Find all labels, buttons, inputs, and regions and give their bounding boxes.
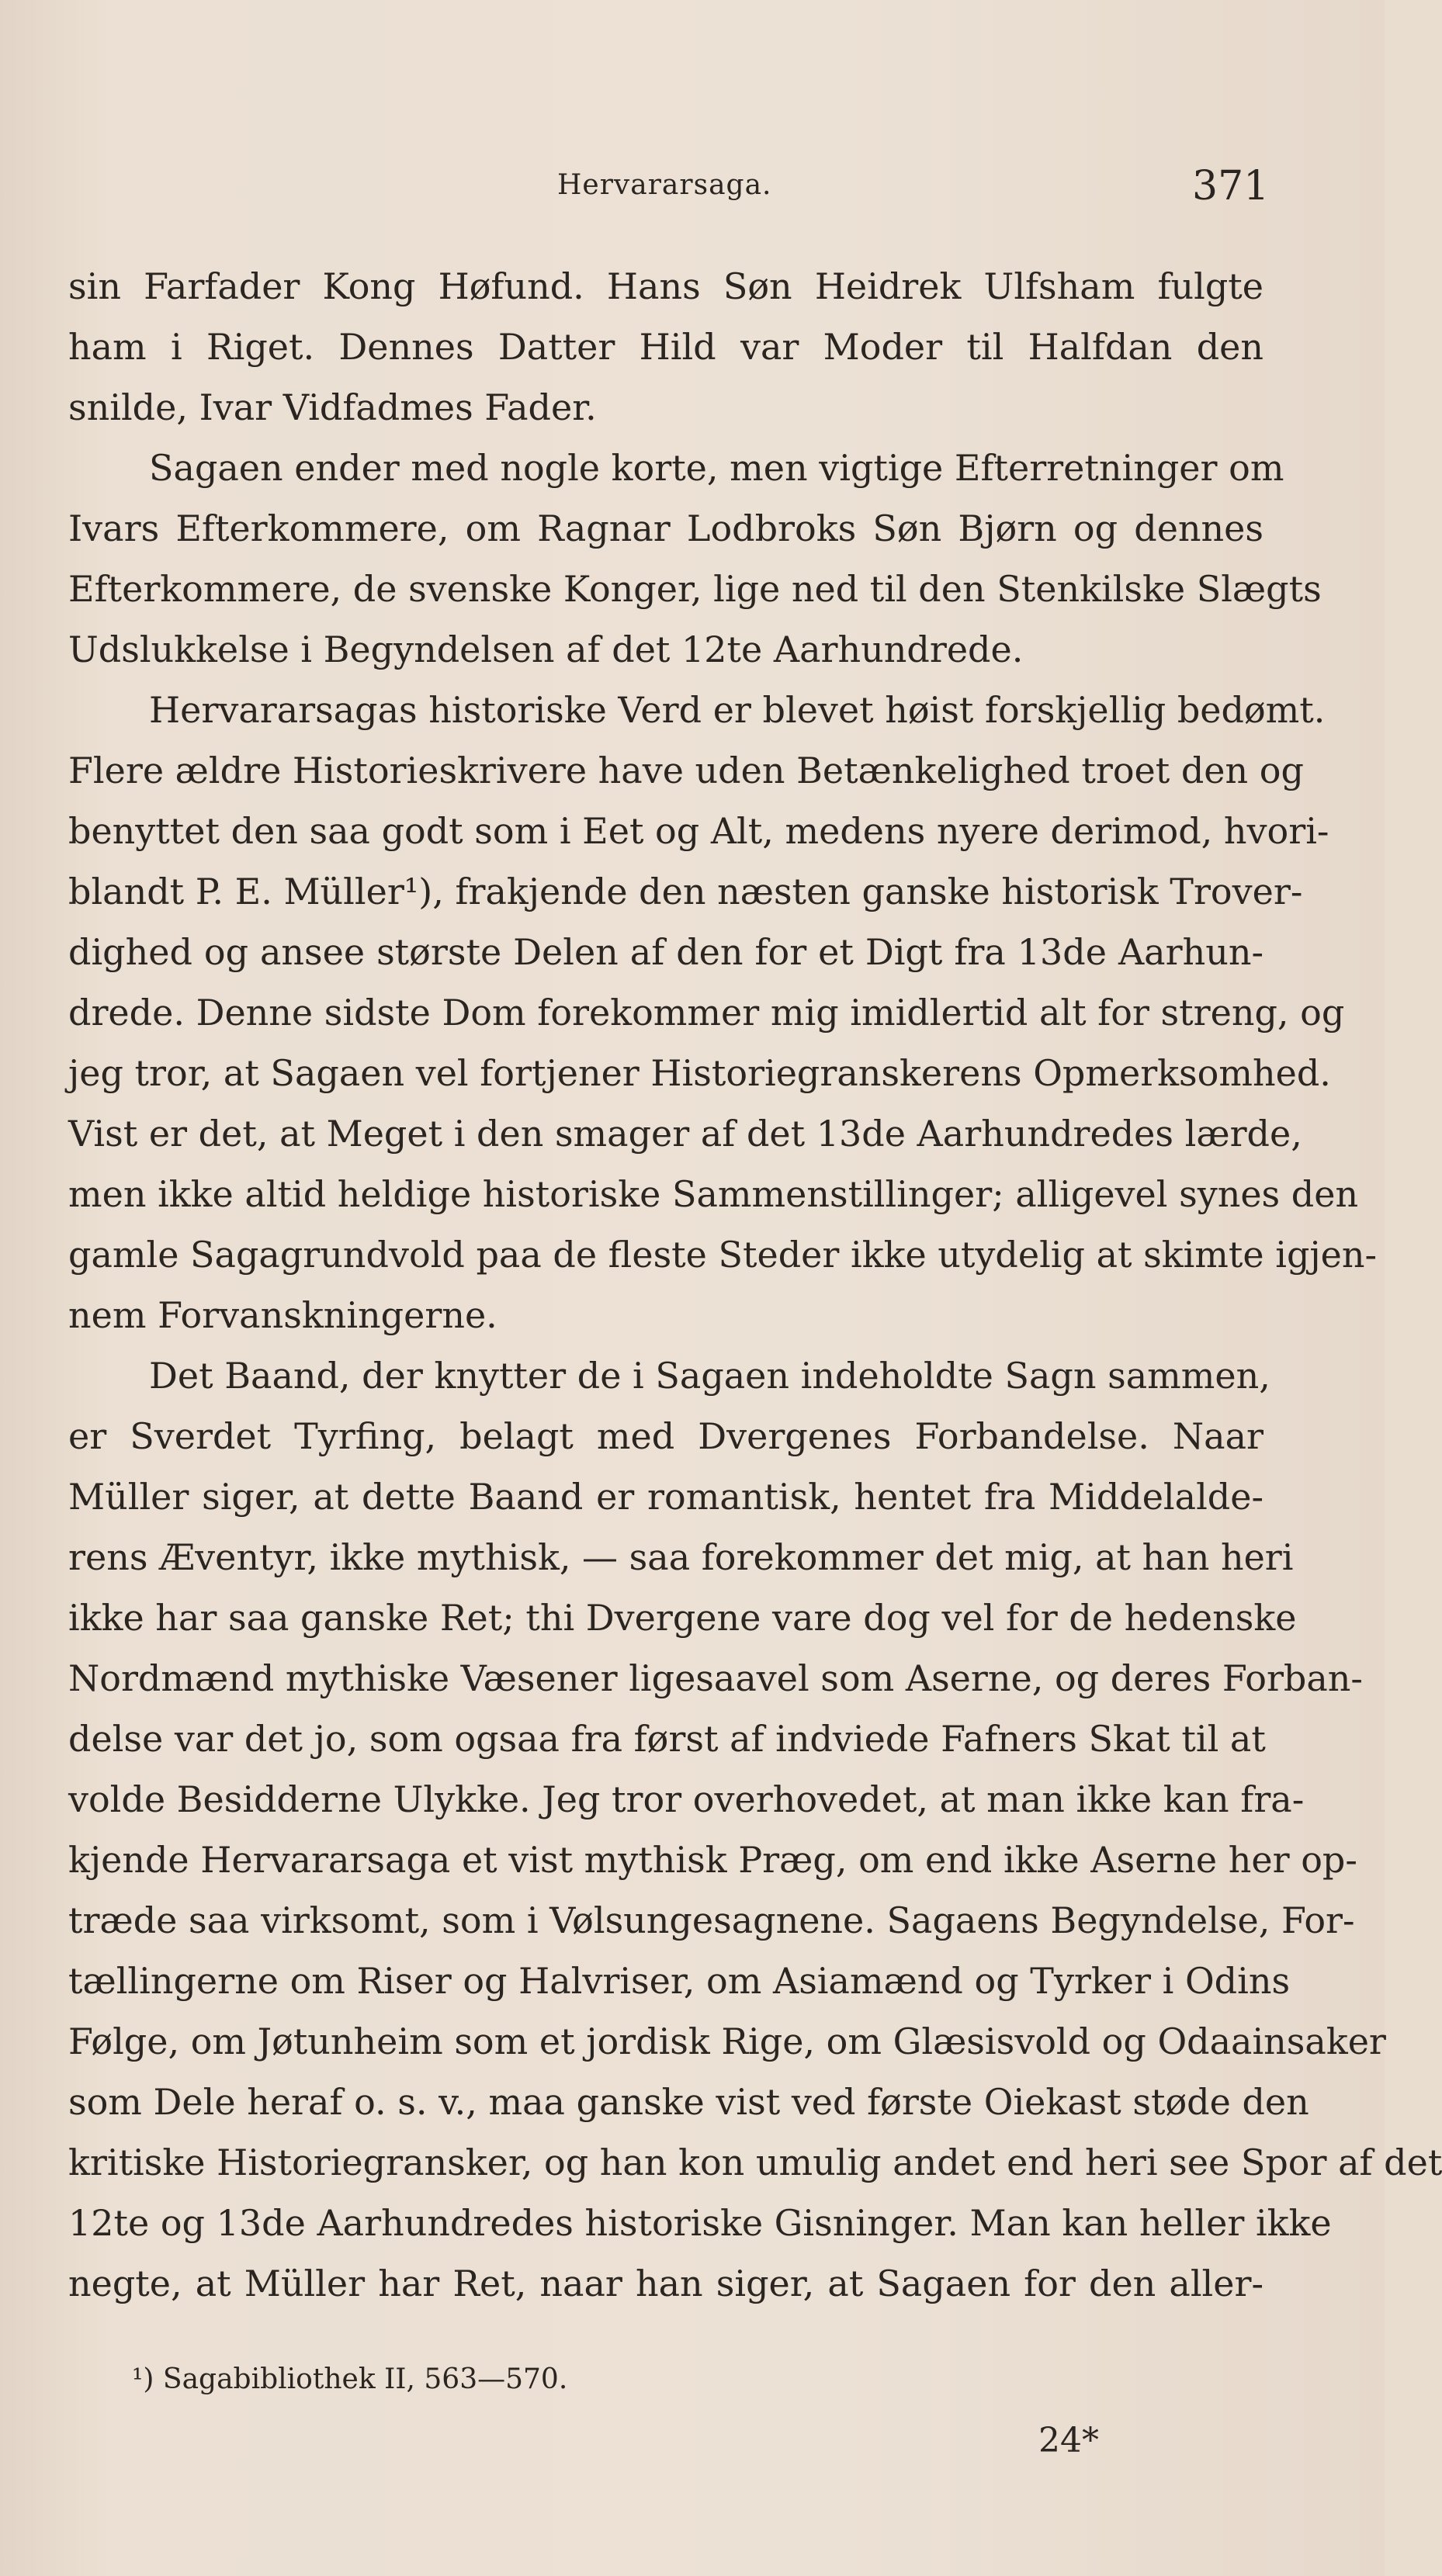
text-line: rens Æventyr, ikke mythisk, — saa forekommer det mig, at han heri [68, 1536, 1294, 1578]
text-line: negte, at Müller har Ret, naar han siger, at Sagaen for den aller- [68, 2263, 1263, 2304]
text-line: træde saa virksomt, som i Vølsungesagnene. Sagaens Begyndelse, For- [68, 1899, 1355, 1941]
text-line: snilde, Ivar Vidfadmes Fader. [68, 386, 597, 428]
text-line: men ikke altid heldige historiske Sammenstillinger; alligevel synes den [68, 1173, 1359, 1215]
text-line: er Sverdet Tyrfing, belagt med Dvergenes Forbandelse. Naar [68, 1415, 1263, 1457]
footnote: ¹) Sagabibliothek II, 563—570. [132, 2363, 568, 2395]
text-line: jeg tror, at Sagaen vel fortjener Historiegranskerens Opmerksomhed. [68, 1052, 1331, 1094]
text-line: Udslukkelse i Begyndelsen af det 12te Aarhundrede. [68, 628, 1024, 670]
text-line: sin Farfader Kong Høfund. Hans Søn Heidrek Ulfsham fulgte [68, 265, 1263, 307]
text-line: kjende Hervararsaga et vist mythisk Præg, om end ikke Aserne her op- [68, 1839, 1357, 1881]
text-line: benyttet den saa godt som i Eet og Alt, medens nyere derimod, hvori- [68, 810, 1329, 852]
running-title: Hervararsaga. [557, 169, 772, 201]
text-line: Efterkommere, de svenske Konger, lige ned til den Stenkilske Slægts [68, 568, 1322, 610]
text-line: gamle Sagagrundvold paa de fleste Steder ikke utydelig at skimte igjen- [68, 1234, 1378, 1276]
text-line: Sagaen ender med nogle korte, men vigtige Efterretninger om [149, 447, 1284, 489]
text-line: volde Besidderne Ulykke. Jeg tror overhovedet, at man ikke kan fra- [68, 1778, 1305, 1820]
text-line: tællingerne om Riser og Halvriser, om Asiamænd og Tyrker i Odins [68, 1960, 1291, 2002]
body-text [68, 256, 1442, 2314]
text-line: Følge, om Jøtunheim som et jordisk Rige, om Glæsisvold og Odaainsaker [68, 2020, 1386, 2062]
text-line: Det Baand, der knytter de i Sagaen indeholdte Sagn sammen, [149, 1355, 1270, 1397]
text-line: Müller siger, at dette Baand er romantisk, hentet fra Middelalde- [68, 1476, 1263, 1518]
text-line: nem Forvanskningerne. [68, 1294, 497, 1336]
text-line: kritiske Historiegransker, og han kon umulig andet end heri see Spor af det [68, 2141, 1442, 2183]
text-line: 12te og 13de Aarhundredes historiske Gisninger. Man kan heller ikke [68, 2202, 1332, 2244]
text-line: drede. Denne sidste Dom forekommer mig imidlertid alt for streng, og [68, 992, 1345, 1034]
text-line: Ivars Efterkommere, om Ragnar Lodbroks Søn Bjørn og dennes [68, 507, 1263, 549]
text-line: Flere ældre Historieskrivere have uden Betænkelighed troet den og [68, 750, 1304, 791]
page-number: 371 [1192, 163, 1270, 209]
text-line: Nordmænd mythiske Væsener ligesaavel som Aserne, og deres Forban- [68, 1657, 1363, 1699]
text-line: blandt P. E. Müller¹), frakjende den næsten ganske historisk Trover- [68, 871, 1303, 912]
text-line: dighed og ansee største Delen af den for et Digt fra 13de Aarhun- [68, 931, 1263, 973]
text-line: Vist er det, at Meget i den smager af det 13de Aarhundredes lærde, [68, 1113, 1302, 1155]
text-line: ikke har saa ganske Ret; thi Dvergene vare dog vel for de hedenske [68, 1597, 1297, 1639]
text-line: ham i Riget. Dennes Datter Hild var Moder til Halfdan den [68, 326, 1263, 368]
text-line: delse var det jo, som ogsaa fra først af indviede Fafners Skat til at [68, 1718, 1266, 1760]
signature-mark: 24* [1038, 2421, 1099, 2460]
text-line: som Dele heraf o. s. v., maa ganske vist ved første Oiekast støde den [68, 2081, 1309, 2123]
text-line: Hervararsagas historiske Verd er blevet høist forskjellig bedømt. [149, 689, 1326, 731]
